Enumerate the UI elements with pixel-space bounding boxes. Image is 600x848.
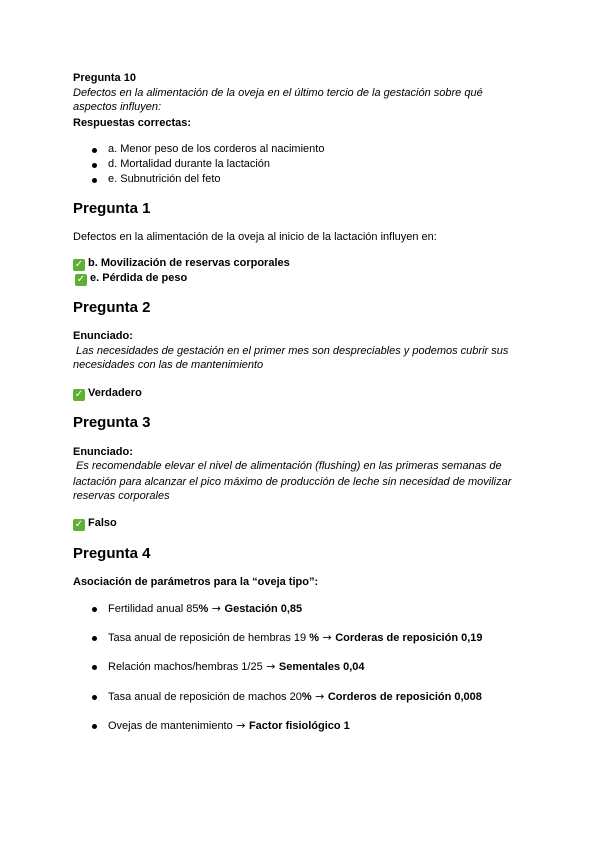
parameter-text: Tasa anual de reposición de machos 20 [108, 691, 302, 703]
bullet-icon [92, 607, 97, 612]
question-3-statement-line3: reservas corporales [73, 490, 170, 502]
result-text: Sementales 0,04 [278, 661, 365, 673]
check-icon: ✓ [74, 519, 84, 530]
bullet-icon [92, 724, 97, 729]
arrow-icon: → [208, 602, 225, 615]
check-icon: ✓ [76, 274, 86, 285]
bullet-icon [92, 695, 97, 700]
answer-text: d. Mortalidad durante la lactación [108, 158, 271, 170]
check-icon: ✓ [74, 389, 84, 400]
parameter-text: Ovejas de mantenimiento [108, 720, 233, 732]
bullet-icon [92, 148, 97, 153]
parameter-text: Tasa anual de reposición de hembras 19 [108, 632, 310, 644]
percent-sign: % [198, 603, 209, 615]
question-2-title: Pregunta 2 [73, 299, 151, 316]
percent-sign: % [301, 691, 312, 703]
question-2-answer [73, 386, 142, 401]
question-3-answer [73, 516, 117, 531]
correct-answers-heading: Respuestas correctas: [73, 117, 192, 129]
result-text: Corderas de reposición 0,19 [335, 632, 483, 644]
question-1-title: Pregunta 1 [73, 200, 151, 217]
question-3-statement-label: Enunciado: [73, 446, 133, 458]
question-1-answer-b [73, 256, 290, 271]
result-text: Gestación 0,85 [224, 603, 303, 615]
parameter-text: Fertilidad anual 85 [108, 603, 199, 615]
question-10-title: Pregunta 10 [73, 72, 136, 84]
question-2-statement-line1: Las necesidades de gestación en el primer mes son despreciables y podemos cubrir sus [73, 345, 509, 357]
answer-text: e. Pérdida de peso [90, 272, 188, 284]
answer-text: e. Subnutrición del feto [108, 173, 221, 185]
answer-text: b. Movilización de reservas corporales [88, 257, 290, 269]
answer-text: Verdadero [88, 387, 142, 399]
answer-text: a. Menor peso de los corderos al nacimiento [108, 143, 325, 155]
bullet-icon [92, 178, 97, 183]
bullet-icon [92, 636, 97, 641]
arrow-icon: → [262, 660, 279, 673]
result-text: Corderos de reposición 0,008 [327, 691, 482, 703]
result-text: Factor fisiológico 1 [248, 720, 350, 732]
arrow-icon: → [311, 690, 328, 703]
arrow-icon: → [318, 631, 336, 644]
question-1-text: Defectos en la alimentación de la oveja al inicio de la lactación influyen en: [73, 231, 437, 243]
bullet-icon [92, 665, 97, 670]
question-3-statement-line1: Es recomendable elevar el nivel de alimentación (flushing) en las primeras semanas de [73, 460, 502, 472]
bullet-icon [92, 163, 97, 168]
question-10-text-line1: Defectos en la alimentación de la oveja en el último tercio de la gestación sobre qué [73, 87, 483, 99]
parameter-text: Relación machos/hembras 1/25 [108, 661, 263, 673]
question-4-heading: Asociación de parámetros para la “oveja tipo”: [73, 576, 319, 588]
question-4-title: Pregunta 4 [73, 545, 151, 562]
question-10-text-line2: aspectos influyen: [73, 101, 162, 113]
question-1-answer-e [75, 271, 187, 286]
question-3-statement-line2: lactación para alcanzar el pico máximo de producción de leche sin necesidad de movilizar [73, 476, 512, 488]
question-3-title: Pregunta 3 [73, 414, 151, 431]
question-2-statement-line2: necesidades con las de mantenimiento [73, 359, 264, 371]
percent-sign: % [309, 632, 319, 644]
answer-text: Falso [88, 517, 117, 529]
check-icon: ✓ [74, 259, 84, 270]
arrow-icon: → [232, 719, 249, 732]
question-2-statement-label: Enunciado: [73, 330, 133, 342]
